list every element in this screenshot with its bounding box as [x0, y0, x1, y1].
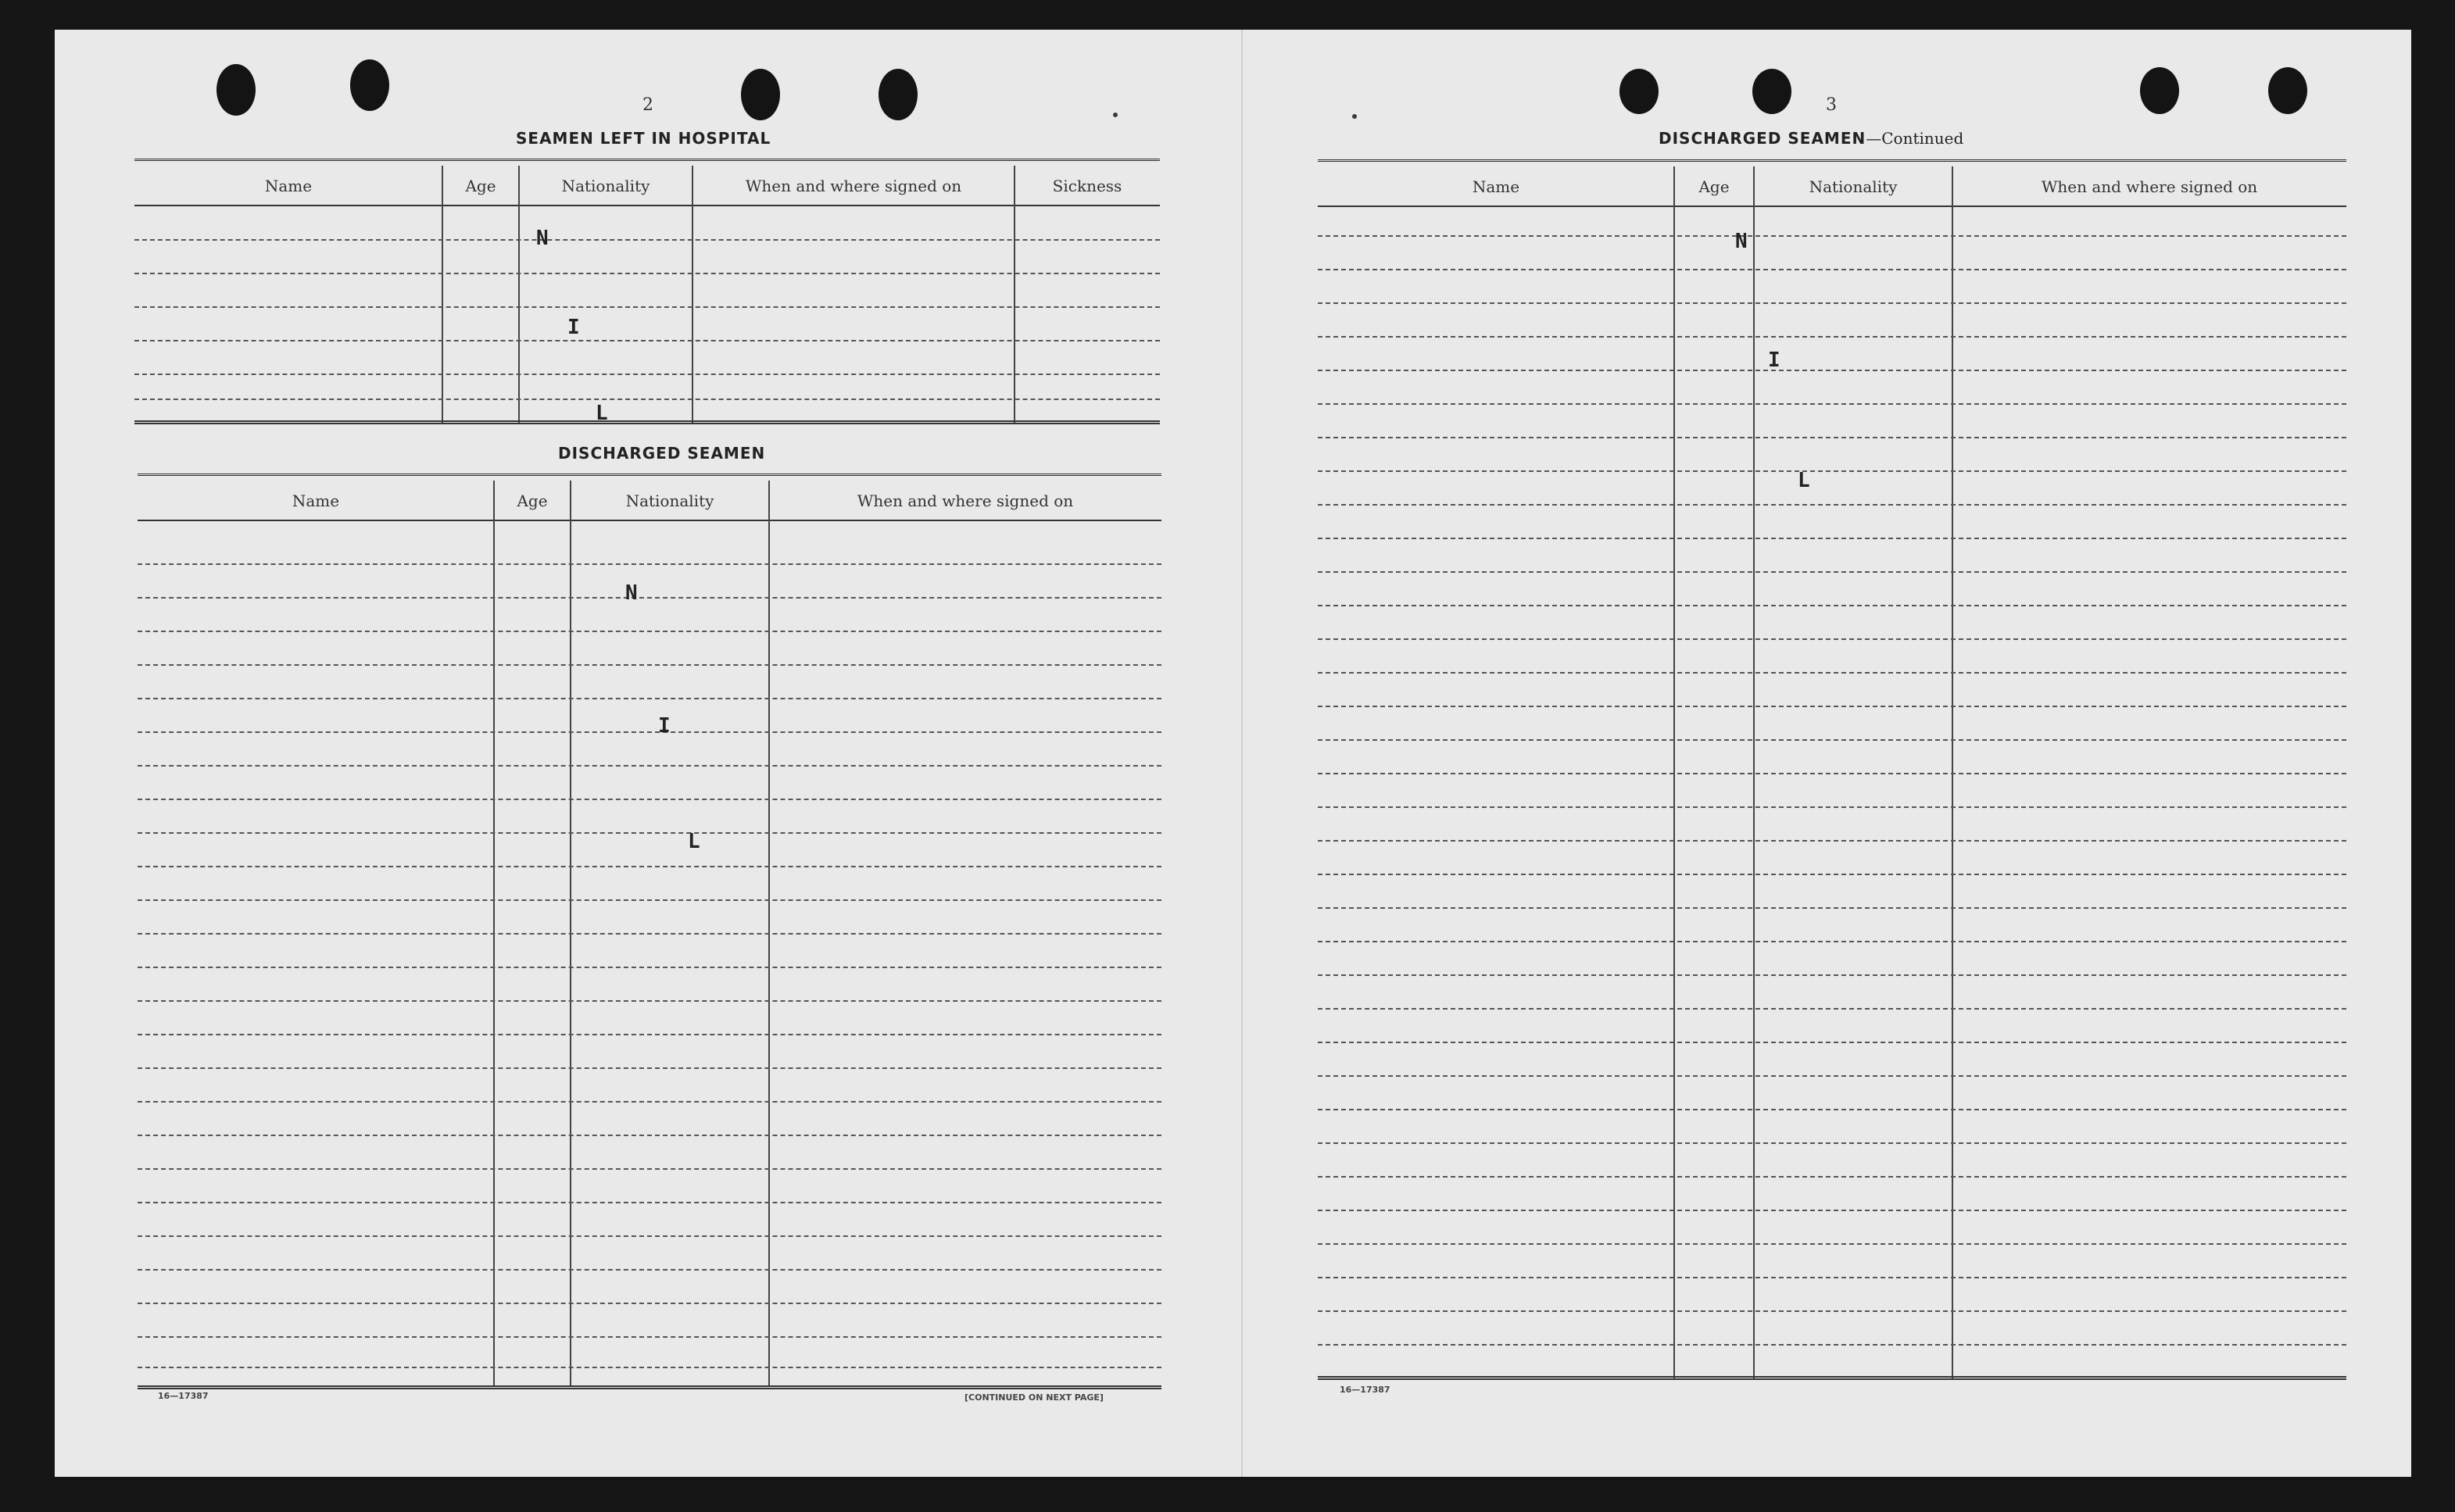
- table-row: [1318, 1109, 2346, 1110]
- table-row: [138, 1235, 1161, 1237]
- column-divider: [692, 166, 693, 424]
- page-number: 2: [642, 95, 653, 115]
- column-divider: [442, 166, 443, 424]
- table-row: [138, 731, 1161, 733]
- column-header-signed-on: When and where signed on: [745, 177, 962, 195]
- table-row: [138, 698, 1161, 699]
- discharged-continued-table: [1318, 159, 2346, 1383]
- discharged-table: [138, 474, 1161, 1389]
- table-row: [1318, 1277, 2346, 1278]
- nil-letter: L: [596, 402, 608, 425]
- section-title-main: DISCHARGED SEAMEN: [1659, 129, 1866, 148]
- table-row: [1318, 739, 2346, 741]
- table-header: [138, 481, 1161, 521]
- table-row: [138, 1269, 1161, 1271]
- table-row: [138, 1101, 1161, 1103]
- table-row: [1318, 1042, 2346, 1043]
- table-row: [134, 306, 1160, 308]
- table-row: [1318, 470, 2346, 472]
- column-divider: [1014, 166, 1015, 424]
- table-row: [1318, 1243, 2346, 1245]
- table-header: [1318, 166, 2346, 207]
- punch-hole: [1752, 69, 1791, 114]
- table-row: [138, 1067, 1161, 1069]
- table-row: [1318, 638, 2346, 640]
- table-row: [1318, 706, 2346, 707]
- table-row: [134, 374, 1160, 375]
- page-fold: [1241, 30, 1243, 1477]
- column-header-age: Age: [517, 491, 548, 510]
- punch-hole: [1619, 69, 1659, 114]
- section-title-discharged-continued: [1659, 129, 1963, 148]
- table-row: [138, 1303, 1161, 1304]
- column-header-name: Name: [264, 177, 313, 195]
- nil-letter: I: [567, 316, 580, 339]
- table-row: [1318, 1344, 2346, 1346]
- table-row: [138, 866, 1161, 867]
- section-title-discharged: DISCHARGED SEAMEN: [558, 444, 766, 463]
- table-row: [1318, 1075, 2346, 1077]
- table-row: [138, 933, 1161, 935]
- table-row: [1318, 840, 2346, 842]
- nil-letter: N: [536, 227, 549, 250]
- column-header-signed-on: When and where signed on: [2041, 177, 2258, 196]
- table-row: [138, 832, 1161, 834]
- table-bottom-rule: [1318, 1376, 2346, 1380]
- nil-letter: N: [1735, 230, 1748, 253]
- table-row: [1318, 605, 2346, 606]
- column-header-age: Age: [1698, 177, 1730, 196]
- table-row: [1318, 874, 2346, 875]
- table-row: [134, 399, 1160, 400]
- table-row: [1318, 672, 2346, 674]
- column-header-sickness: Sickness: [1052, 177, 1122, 195]
- table-row: [138, 899, 1161, 901]
- punch-hole: [2268, 67, 2307, 114]
- table-row: [1318, 504, 2346, 506]
- table-row: [138, 631, 1161, 632]
- column-header-name: Name: [292, 491, 340, 510]
- table-row: [138, 1135, 1161, 1136]
- table-row: [1318, 302, 2346, 304]
- column-header-signed-on: When and where signed on: [857, 491, 1074, 510]
- table-row: [138, 597, 1161, 599]
- table-row: [1318, 1142, 2346, 1144]
- nil-letter: L: [1798, 469, 1810, 492]
- table-row: [138, 799, 1161, 800]
- punch-hole: [741, 69, 780, 120]
- table-row: [1318, 974, 2346, 976]
- punch-hole: [2140, 67, 2179, 114]
- table-row: [134, 273, 1160, 274]
- column-header-nationality: Nationality: [625, 491, 714, 510]
- table-row: [1318, 1008, 2346, 1010]
- column-header-name: Name: [1472, 177, 1520, 196]
- section-title-suffix: —Continued: [1866, 129, 1964, 148]
- table-row: [138, 1202, 1161, 1203]
- table-row: [1318, 370, 2346, 371]
- table-row: [134, 239, 1160, 241]
- table-row: [1318, 571, 2346, 573]
- table-row: [138, 1000, 1161, 1002]
- column-divider: [518, 166, 520, 424]
- nil-letter: I: [1768, 349, 1780, 372]
- table-row: [1318, 1176, 2346, 1178]
- table-row: [1318, 235, 2346, 237]
- form-number: 16—17387: [1340, 1385, 1390, 1395]
- table-row: [1318, 773, 2346, 774]
- table-bottom-rule: [134, 420, 1160, 424]
- section-title-hospital: SEAMEN LEFT IN HOSPITAL: [516, 129, 771, 148]
- speck: [1113, 113, 1118, 117]
- column-header-nationality: Nationality: [1809, 177, 1898, 196]
- table-row: [134, 340, 1160, 341]
- nil-letter: I: [658, 714, 671, 738]
- punch-hole: [217, 64, 256, 116]
- table-row: [138, 1336, 1161, 1338]
- table-row: [1318, 806, 2346, 808]
- table-row: [1318, 907, 2346, 909]
- hospital-table: [134, 159, 1160, 424]
- table-row: [1318, 941, 2346, 942]
- column-header-age: Age: [465, 177, 496, 195]
- column-header-nationality: Nationality: [561, 177, 650, 195]
- table-row: [1318, 269, 2346, 270]
- nil-letter: N: [625, 581, 638, 605]
- punch-hole: [350, 59, 389, 111]
- table-row: [138, 1168, 1161, 1170]
- table-row: [1318, 538, 2346, 539]
- punch-hole: [879, 69, 918, 120]
- table-row: [138, 967, 1161, 968]
- table-row: [1318, 1310, 2346, 1312]
- table-header: [134, 166, 1160, 206]
- page-number: 3: [1826, 95, 1837, 115]
- form-number: 16—17387: [158, 1391, 209, 1401]
- table-bottom-rule: [138, 1385, 1161, 1389]
- table-row: [138, 1034, 1161, 1035]
- table-row: [138, 1367, 1161, 1368]
- table-row: [1318, 437, 2346, 438]
- table-row: [1318, 403, 2346, 405]
- speck: [1352, 114, 1357, 119]
- table-row: [1318, 336, 2346, 338]
- nil-letter: L: [688, 830, 700, 853]
- table-row: [138, 664, 1161, 666]
- continued-note: [CONTINUED ON NEXT PAGE]: [964, 1392, 1104, 1403]
- table-row: [1318, 1210, 2346, 1211]
- table-row: [138, 765, 1161, 767]
- table-row: [138, 563, 1161, 565]
